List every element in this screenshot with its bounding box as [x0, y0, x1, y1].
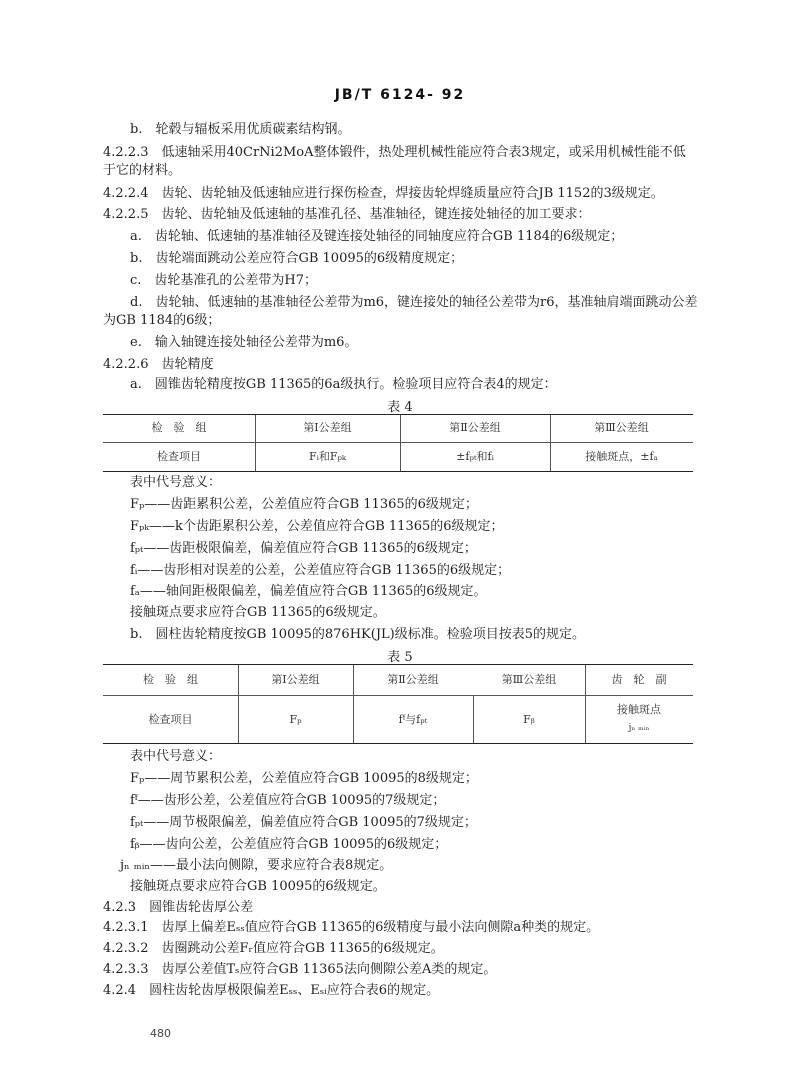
contact-pattern-requirement-5: 接触斑点要求应符合GB 10095的6级规定。: [130, 879, 386, 894]
table-5-header-tol2: 第Ⅱ公差组: [387, 673, 439, 686]
clause-4-2-2-3-line2: 于它的材料。: [103, 163, 182, 178]
table-4-row-divider: [103, 442, 693, 443]
table-4-caption: 表 4: [387, 400, 413, 415]
symbol-4-item: Fₚ——齿距累积公差，公差值应符合GB 11365的6级规定；: [130, 497, 478, 512]
table-5-cell: fᶠ与fₚₜ: [398, 713, 428, 726]
table-5-cell: Fₚ: [289, 713, 302, 726]
clause-4-2-2-3-line1: 4.2.2.3 低速轴采用40CrNi2MoA整体锻件，热处理机械性能应符合表3规定，或采用机械性能不低: [103, 145, 686, 160]
table-4: [103, 414, 693, 472]
clause-b-hub-web: b. 轮毂与辐板采用优质碳素结构钢。: [130, 122, 351, 137]
clause-c-bore-tolerance: c. 齿轮基准孔的公差带为H7；: [130, 273, 318, 288]
clause-b-face-runout: b. 齿轮端面跳动公差应符合GB 10095的6级精度规定；: [130, 251, 464, 266]
clause-a-coaxiality: a. 齿轮轴、低速轴的基准轴径及键连接处轴径的同轴度应符合GB 1184的6级规定；: [130, 229, 624, 244]
symbol-5-item: fᵦ——齿向公差，公差值应符合GB 10095的6级规定；: [130, 837, 448, 852]
table-5-row-label: 检查项目: [148, 713, 193, 726]
clause-d-shaft-tolerance-line1: d. 齿轮轴、低速轴的基准轴径公差带为m6，键连接处的轴径公差带为r6，基准轴肩端面跳动公差: [130, 295, 698, 310]
table-4-header-group: 检 验 组: [151, 421, 207, 434]
clause-4-2-3-3: 4.2.3.3 齿厚公差值Tₛ应符合GB 11365法向侧隙公差A类的规定。: [103, 962, 497, 977]
clause-4-2-3-title: 4.2.3 圆锥齿轮齿厚公差: [103, 900, 254, 915]
table-4-cell: 接触斑点，±fₐ: [585, 450, 658, 463]
symbol-5-item: jₙ ₘᵢₙ——最小法向侧隙，要求应符合表8规定。: [120, 858, 393, 873]
table-4-header-tol3: 第Ⅲ公差组: [594, 421, 649, 434]
table-4-row-label: 检查项目: [157, 450, 201, 463]
table-4-header-tol1: 第Ⅰ公差组: [303, 421, 352, 434]
symbols-4-intro: 表中代号意义：: [130, 475, 222, 490]
contact-pattern-requirement-4: 接触斑点要求应符合GB 11365的6级规定。: [130, 605, 386, 620]
table-4-cell: ±fₚₜ和fᵢ: [456, 450, 494, 463]
clause-a-bevel-gear-accuracy: a. 圆锥齿轮精度按GB 11365的6a级执行。检验项目应符合表4的规定：: [130, 377, 557, 392]
clause-4-2-4: 4.2.4 圆柱齿轮齿厚极限偏差Eₛₛ、Eₛᵢ应符合表6的规定。: [103, 983, 440, 998]
table-5-header-gear-pair: 齿 轮 副: [611, 673, 667, 686]
symbol-4-item: Fₚₖ——k个齿距累积公差，公差值应符合GB 11365的6级规定；: [130, 519, 504, 534]
symbols-5-intro: 表中代号意义：: [130, 749, 222, 764]
table-5-header-tol1: 第Ⅰ公差组: [271, 673, 320, 686]
clause-d-shaft-tolerance-line2: 为GB 1184的6级；: [103, 313, 221, 328]
clause-4-2-2-4: 4.2.2.4 齿轮、齿轮轴及低速轴应进行探伤检查，焊接齿轮焊缝质量应符合JB 1152的3级规定。: [103, 186, 664, 201]
symbol-4-item: fᵢ——齿形相对误差的公差，公差值应符合GB 11365的6级规定；: [130, 563, 511, 578]
clause-4-2-2-6-title: 4.2.2.6 齿轮精度: [103, 357, 214, 372]
table-5-cell: jₙ ₘᵢₙ: [628, 723, 650, 733]
table-5-caption: 表 5: [387, 650, 413, 665]
table-5-cell: Fᵦ: [523, 713, 535, 726]
table-4-header-tol2: 第Ⅱ公差组: [449, 421, 501, 434]
symbol-4-item: fₚₜ——齿距极限偏差，偏差值应符合GB 11365的6级规定；: [130, 541, 477, 556]
document-code-header: JB/T 6124- 92: [334, 87, 466, 103]
clause-e-input-shaft: e. 输入轴键连接处轴径公差带为m6。: [130, 335, 358, 350]
symbol-5-item: fᶠ——齿形公差，公差值应符合GB 10095的7级规定；: [130, 793, 446, 808]
symbol-5-item: fₚₜ——周节极限偏差，偏差值应符合GB 10095的7级规定；: [130, 815, 477, 830]
table-4-cell: Fᵢ和Fₚₖ: [309, 450, 346, 463]
table-5-row-divider: [103, 695, 693, 696]
table-5-header-tol3: 第Ⅲ公差组: [501, 673, 557, 686]
clause-b-spur-gear-accuracy: b. 圆柱齿轮精度按GB 10095的876HK(JL)级标准。检验项目按表5的规定。: [130, 627, 586, 642]
table-5: [103, 664, 693, 744]
clause-4-2-3-2: 4.2.3.2 齿圈跳动公差Fᵣ值应符合GB 11365的6级规定。: [103, 941, 444, 956]
symbol-4-item: fₐ——轴间距极限偏差，偏差值应符合GB 11365的6级规定。: [130, 584, 487, 599]
page-number: 480: [150, 1027, 171, 1040]
table-5-header-group: 检 验 组: [143, 673, 198, 686]
symbol-5-item: Fₚ——周节累积公差，公差值应符合GB 10095的8级规定；: [130, 771, 478, 786]
table-5-cell: 接触斑点: [617, 703, 661, 716]
clause-4-2-3-1: 4.2.3.1 齿厚上偏差Eₛₛ值应符合GB 11365的6级精度与最小法向侧隙a种类的规定。: [103, 920, 600, 935]
clause-4-2-2-5: 4.2.2.5 齿轮、齿轮轴及低速轴的基准孔径、基准轴径，键连接处轴径的加工要求：: [103, 207, 591, 222]
